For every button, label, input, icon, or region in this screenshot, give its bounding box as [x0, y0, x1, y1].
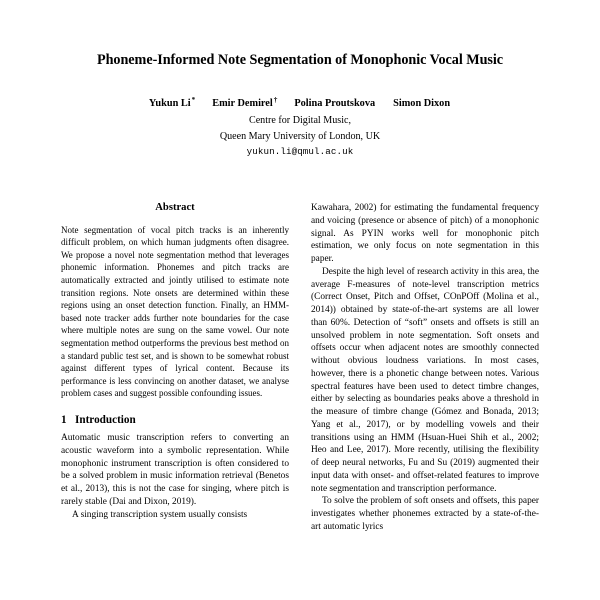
contact-email[interactable]: yukun.li@qmul.ac.uk: [246, 146, 354, 158]
right-paragraph-1: Kawahara, 2002) for estimating the fundamental frequency and voicing (presence or absence of pitch) of a monophonic signal. As PYIN works well for monophonic pitch estimation, we only focus on note segmentation in this paper.: [311, 203, 539, 264]
two-column-body: [0, 202, 600, 534]
author-entry: [212, 98, 277, 109]
author-entry: [393, 98, 451, 109]
right-paragraph-3: To solve the problem of soft onsets and offsets, this paper investigates whether phonemes extracted by a state-of-the-art automatic lyrics: [311, 496, 539, 532]
author-footnote-mark: †: [273, 96, 278, 105]
page-title: Phoneme-Informed Note Segmentation of Monophonic Vocal Music: [96, 52, 504, 68]
right-paragraph-2: Despite the high level of research activity in this area, the average F-measures of note-level transcription metrics (Correct Onset, Pitch and Offset, COnPOff (Molina et al., 2014)) obtained by state-of-the-art systems are all lower than 60%. Detection of “soft” onsets and offsets is still an unsolved problem in note segmentation. Soft onsets and offsets occur when adjacent notes are smoothly connected without obvious loudness variations. In most cases, however, there is a phonetic change between notes. Various spectral features have been used to detect timbre changes, either by selecting as boundaries peaks above a threshold in the measure of timbre change (Gómez and Bonada, 2013; Yang et al., 2017), or by modelling vowels and their transitions using an HMM (Hsuan-Huei Shih et al., 2002; Heo and Lee, 2017). More recently, utilising the flexibility of deep neural networks, Fu and Su (2019) augmented their input data with onset- and offset-related features to improve note segmentation and transcription performance.: [311, 266, 539, 494]
intro-paragraph-2: A singing transcription system usually consists: [72, 509, 248, 520]
paper-header: [0, 0, 600, 157]
author-entry: [149, 98, 195, 109]
abstract-heading: Abstract: [155, 202, 195, 213]
author-name: Emir Demirel: [212, 98, 273, 110]
section-heading-introduction: [61, 413, 289, 427]
author-footnote-mark: *: [191, 96, 196, 105]
affiliation-line-2: Queen Mary University of London, UK: [219, 131, 381, 143]
author-entry: [294, 98, 376, 109]
author-name: Yukun Li: [148, 98, 191, 110]
right-column: [311, 202, 539, 534]
abstract-paragraph: Note segmentation of vocal pitch tracks is an inherently difficult problem, on which human judgments often disagree. We propose a novel note segmentation method that leverages phonemic information. Phonemes and pitch tracks are automatically extracted and jointly utilised to estimate note transition regions. Note onsets are determined within these regions using an onset detection function. Finally, an HMM-based note tracker adds further note boundaries for the case where multiple notes are sung on the same vowel. Our note segmentation method outperforms the previous best method on a standard public test set, and is shown to be somewhat robust against different types of lyrical content. Because its performance is less convincing on another dataset, we analyse problem cases and suggest possible confounding issues.: [61, 224, 289, 399]
affiliation-line-1: Centre for Digital Music,: [248, 114, 352, 126]
section-number: 1: [61, 414, 67, 427]
intro-paragraph-1: Automatic music transcription refers to converting an acoustic waveform into a symbolic representation. While monophonic instrument transcription is often considered to be a solved problem in music information retrieval (Benetos et al., 2013), this is not the case for singing, where pitch is rarely stable (Dai and Dixon, 2019).: [61, 433, 289, 507]
author-name: Simon Dixon: [393, 98, 451, 110]
author-list: [0, 96, 600, 111]
author-name: Polina Proutskova: [294, 98, 376, 110]
left-column: [61, 202, 289, 534]
section-title: Introduction: [75, 414, 136, 427]
